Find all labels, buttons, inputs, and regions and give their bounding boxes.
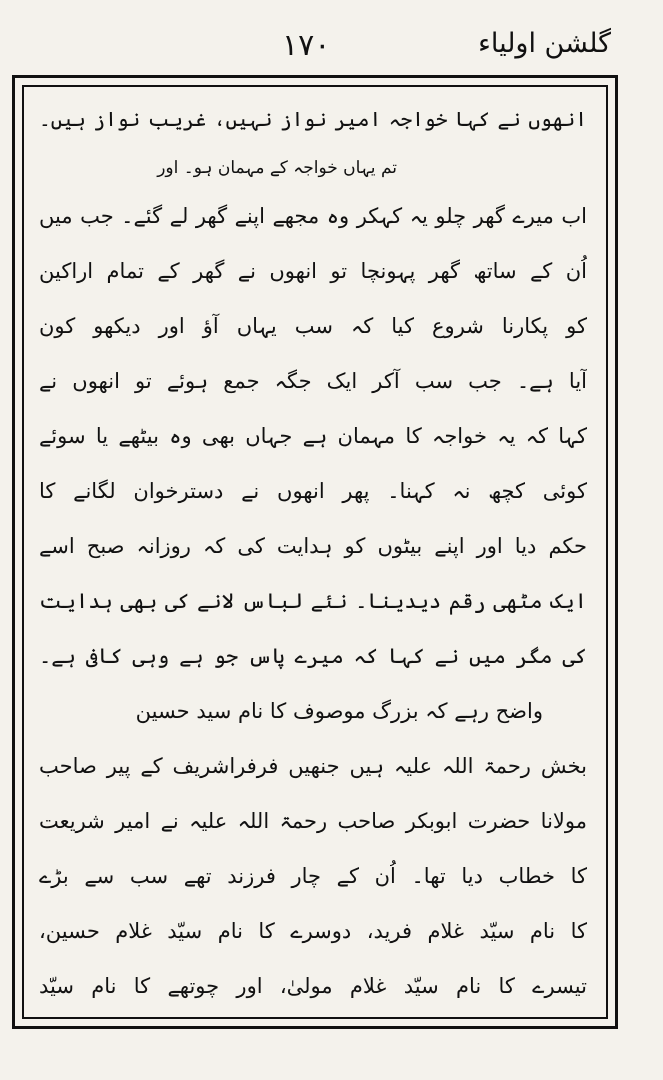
page-border-outer: [12, 75, 618, 1029]
text-line: کہا کہ یہ خواجہ کا مہمان ہے جہاں بھی وہ بیٹھے یا سوئے: [39, 424, 587, 448]
text-line: ایک مٹھی رقم دیدینا۔ نئے لباس لانے کی بھی ہدایت: [39, 589, 587, 613]
text-line: کو پکارنا شروع کیا کہ سب یہاں آؤ اور دیکھو کون: [39, 314, 587, 338]
page-number: ۱۷۰: [282, 28, 331, 63]
text-line: کا نام سیّد غلام فرید، دوسرے کا نام سیّد غلام حسین،: [39, 919, 587, 943]
text-line: کی مگر میں نے کہا کہ میرے پاس جو ہے وہی کافی ہے۔: [39, 644, 587, 668]
text-line: بخش رحمۃ اللہ علیہ ہیں جنھیں فرفراشریف کے پیر صاحب: [39, 754, 587, 778]
text-line: اب میرے گھر چلو یہ کہکر وہ مجھے اپنے گھر لے گئے۔ جب میں: [39, 204, 587, 228]
text-line: مولانا حضرت ابوبکر صاحب رحمۃ اللہ علیہ نے امیر شریعت: [39, 809, 587, 833]
text-line: اُن کے ساتھ گھر پہونچا تو انھوں نے گھر کے تمام اراکین: [39, 259, 587, 283]
page-header: [0, 22, 663, 72]
text-line: آیا ہے۔ جب سب آکر ایک جگہ جمع ہوئے تو انھوں نے: [39, 369, 587, 393]
text-line: انھوں نے کہا خواجہ امیر نواز نہیں، غریب نواز ہیں۔: [39, 107, 587, 131]
text-line: تیسرے کا نام سیّد غلام مولیٰ، اور چوتھے کا نام سیّد: [39, 974, 587, 998]
running-title: گلشن اولیاء: [478, 28, 611, 59]
text-line: حکم دیا اور اپنے بیٹوں کو ہدایت کی کہ روزانہ صبح اسے: [39, 534, 587, 558]
body-text: [39, 92, 587, 1014]
text-line: کا خطاب دیا تھا۔ اُن کے چار فرزند تھے سب سے بڑے: [39, 864, 587, 888]
text-line: تم یہاں خواجہ کے مہمان ہو۔ اور: [157, 158, 397, 178]
text-line: واضح رہے کہ بزرگ موصوف کا نام سید حسین: [135, 699, 543, 723]
text-line: کوئی کچھ نہ کہنا۔ پھر انھوں نے دسترخوان لگانے کا: [39, 479, 587, 503]
